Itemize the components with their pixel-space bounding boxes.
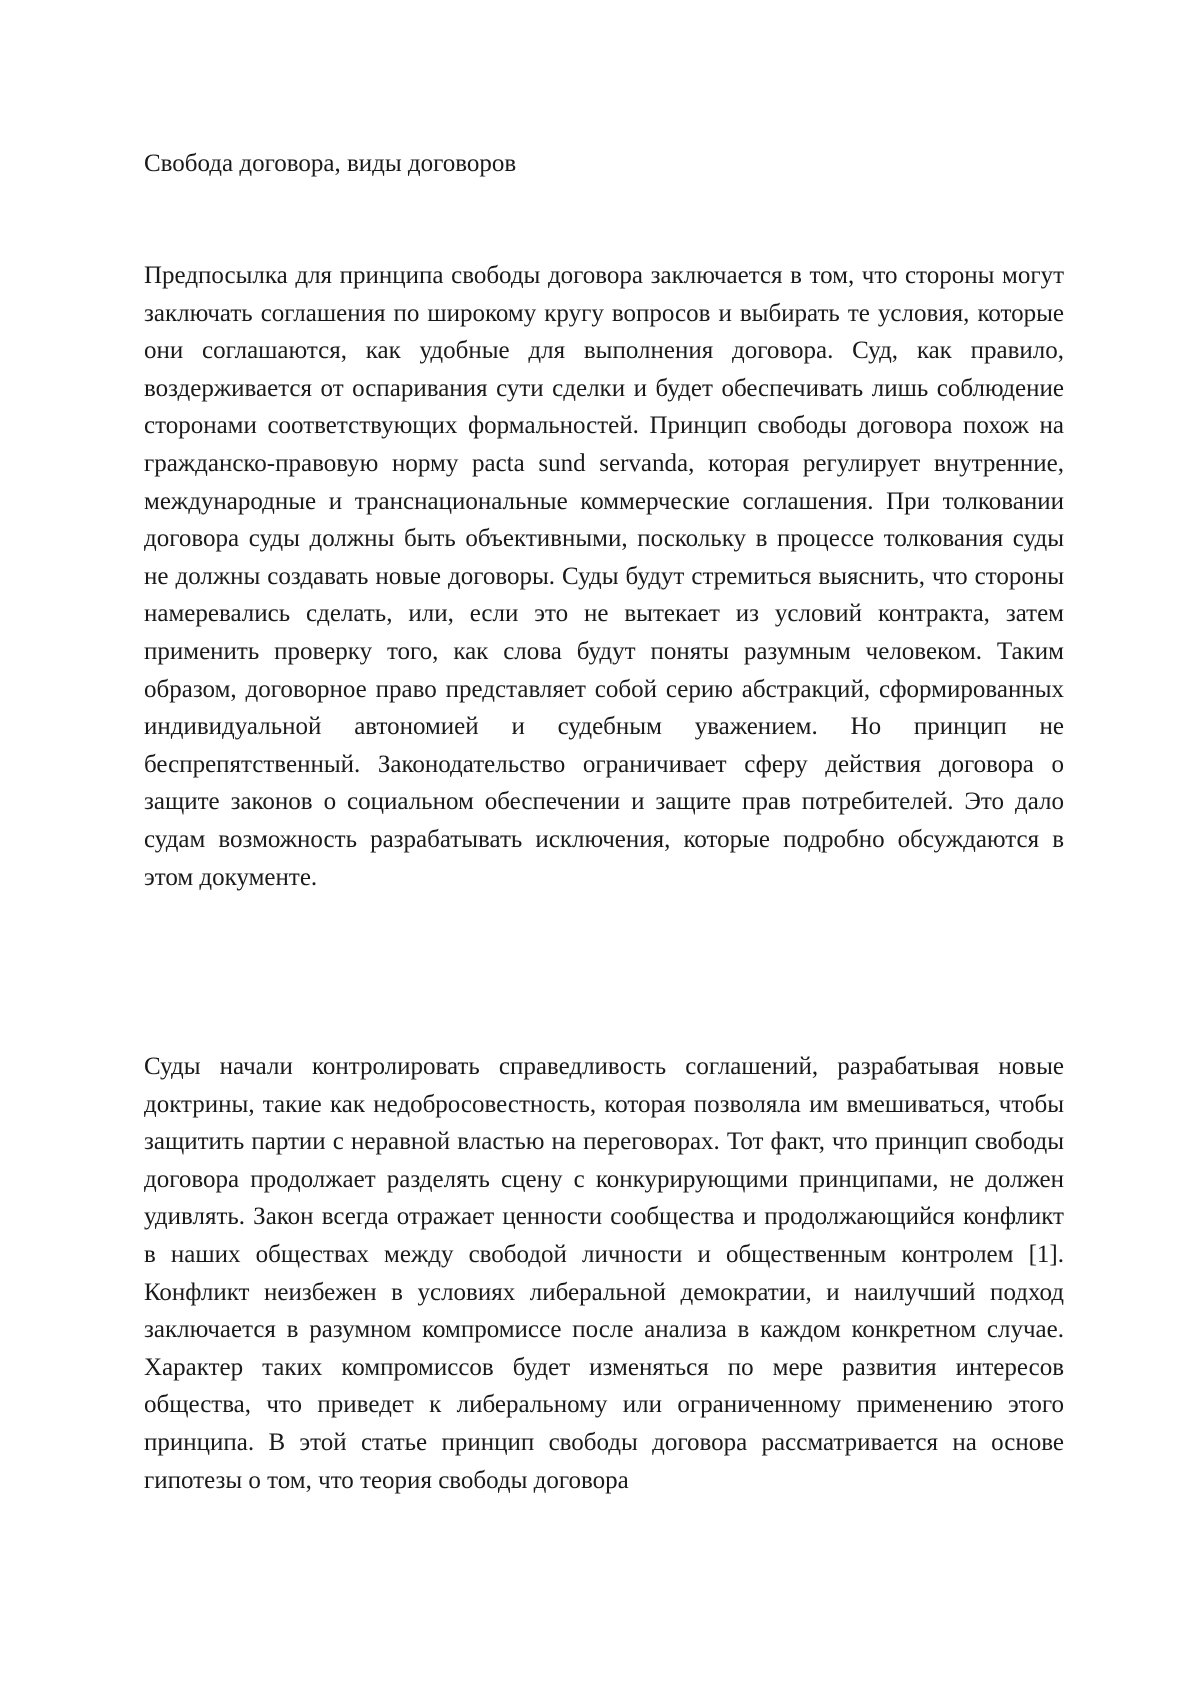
paragraph-1: Предпосылка для принципа свободы договора заключается в том, что стороны могут заключать соглашения по широкому кругу вопросов и выбирать те условия, которые они соглашаются, как удобные для выполнения договора. Суд, как правило, воздерживается от оспаривания сути сделки и будет обеспечивать лишь соблюдение сторонами соответствующих формальностей. Принцип свободы договора похож на гражданско-правовую норму pacta sund servanda, которая регулирует внутренние, международные и транснациональные коммерческие соглашения. При толковании договора суды должны быть объективными, поскольку в процессе толкования суды не должны создавать новые договоры. Суды будут стремиться выяснить, что стороны намеревались сделать, или, если это не вытекает из условий контракта, затем применить проверку того, как слова будут поняты разумным человеком. Таким образом, договорное право представляет собой серию абстракций, сформированных индивидуальной автономией и судебным уважением. Но принцип не беспрепятственный. Законодательство ограничивает сферу действия договора о защите законов о социальном обеспечении и защите прав потребителей. Это дало судам возможность разрабатывать исключения, которые подробно обсуждаются в этом документе. [144, 262, 1064, 891]
paragraph-2: Суды начали контролировать справедливость соглашений, разрабатывая новые доктрины, такие как недобросовестность, которая позволяла им вмешиваться, чтобы защитить партии с неравной властью на переговорах. Тот факт, что принцип свободы договора продолжает разделять сцену с конкурирующими принципами, не должен удивлять. Закон всегда отражает ценности сообщества и продолжающийся конфликт в наших обществах между свободой личности и общественным контролем [1]. Конфликт неизбежен в условиях либеральной демократии, и наилучший подход заключается в разумном компромиссе после анализа в каждом конкретном случае. Характер таких компромиссов будет изменяться по мере развития интересов общества, что приведет к либеральному или ограниченному применению этого принципа. В этой статье принцип свободы договора рассматривается на основе гипотезы о том, что теория свободы договора [144, 1053, 1064, 1494]
document-title: Свобода договора, виды договоров [144, 150, 517, 177]
